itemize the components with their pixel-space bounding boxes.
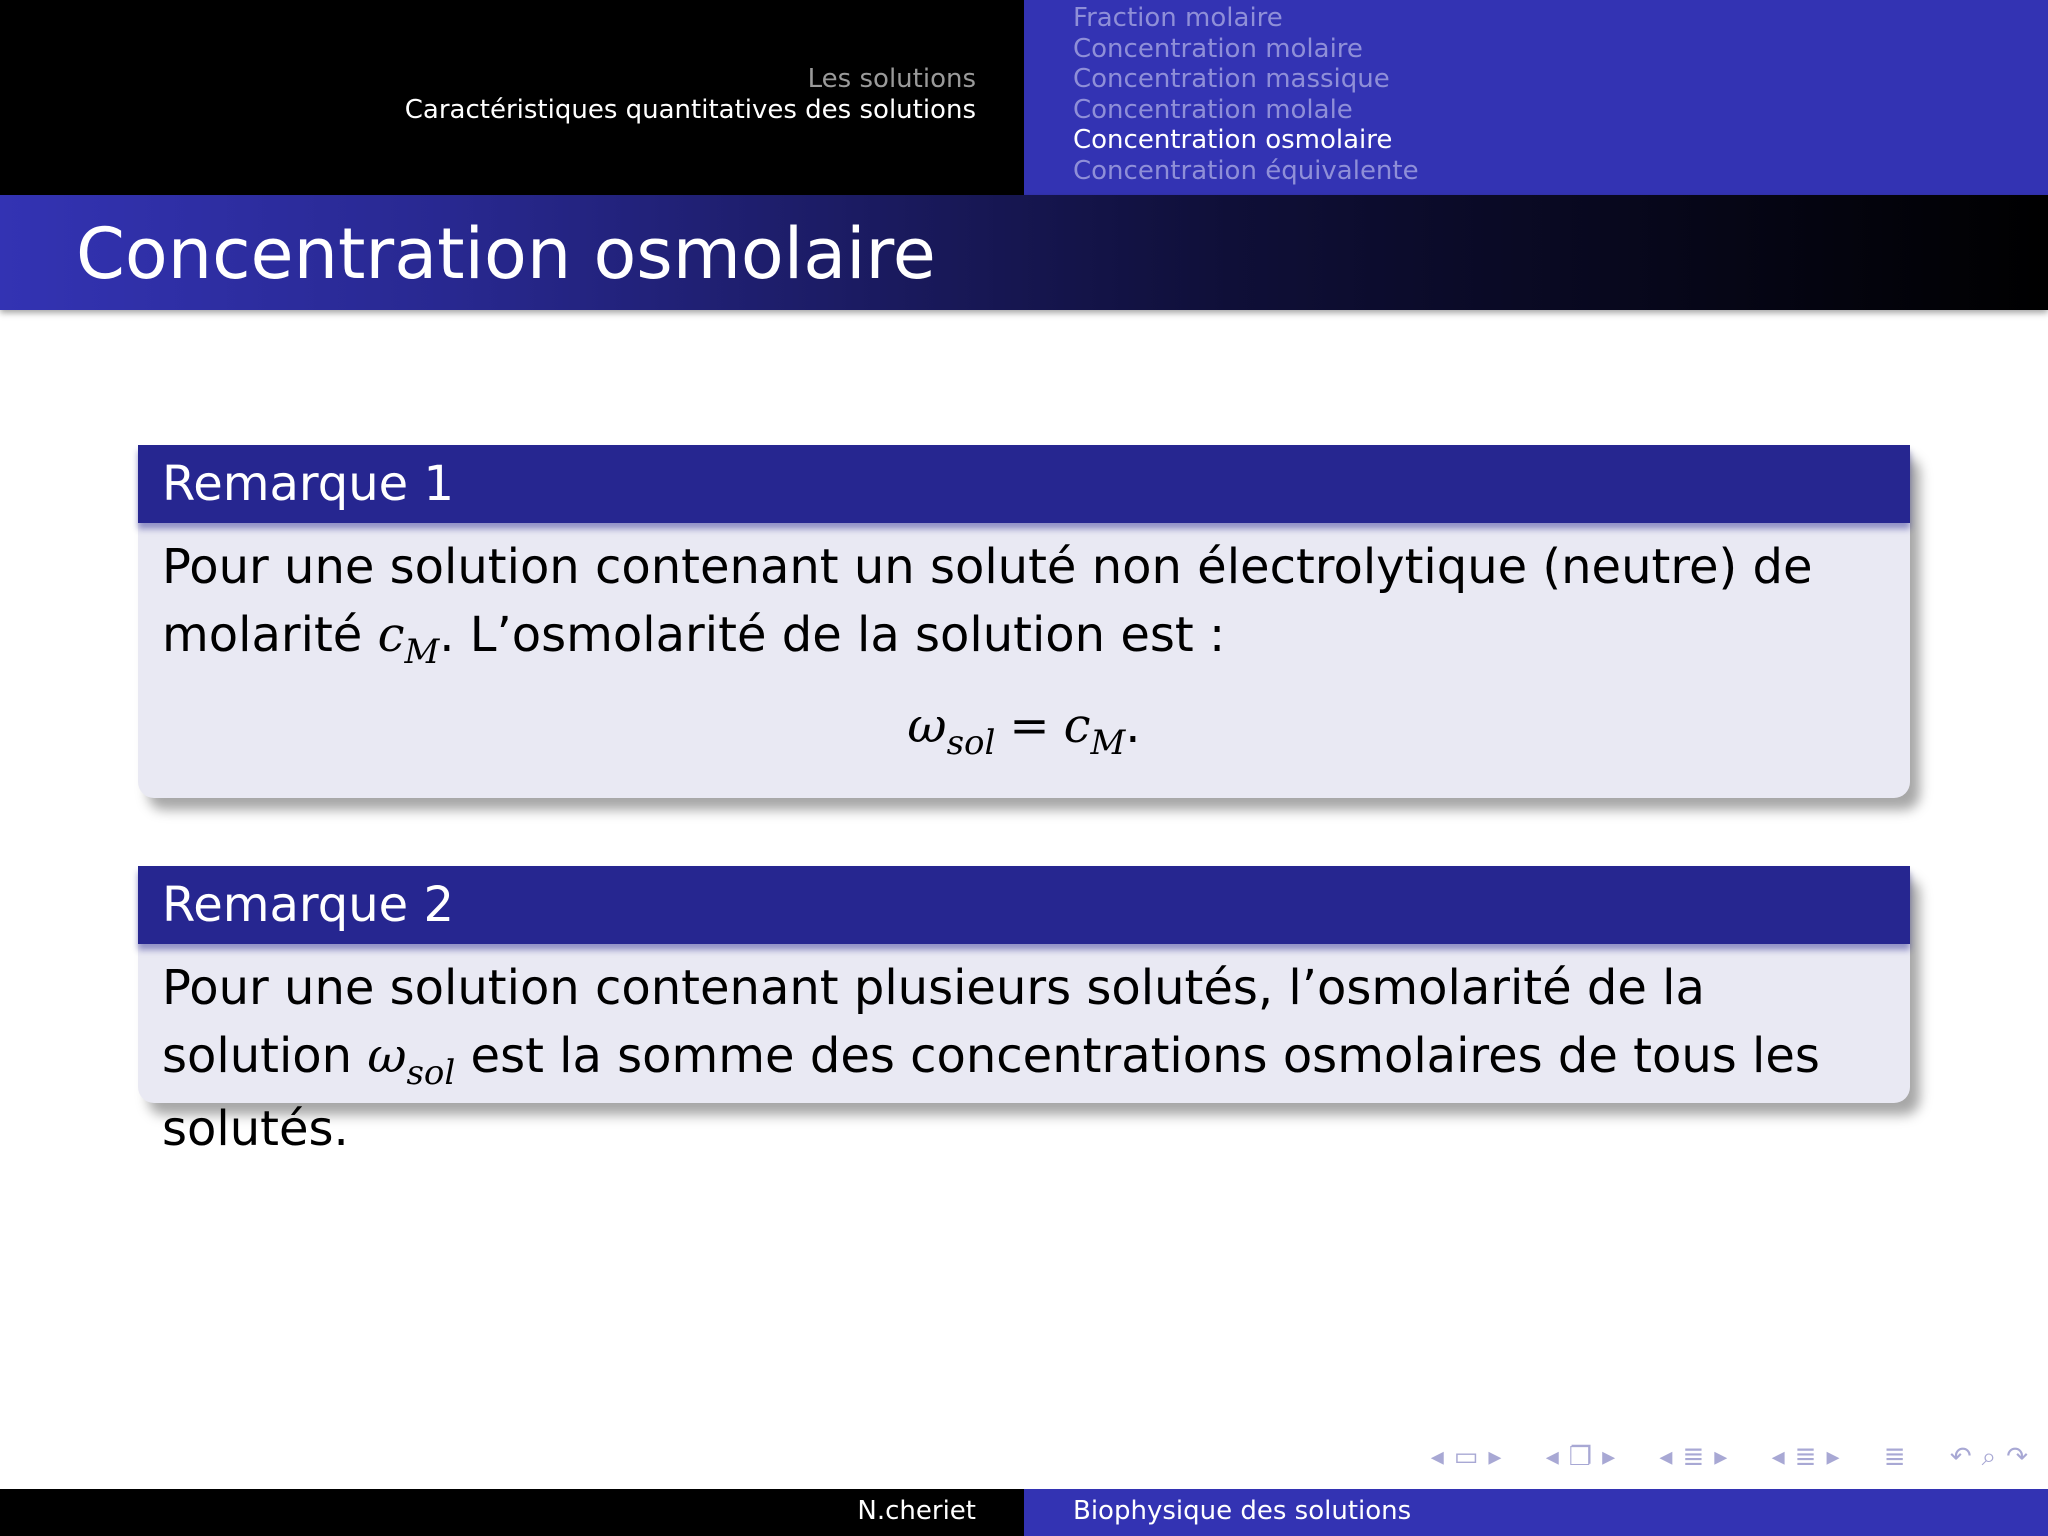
remark-2-text-b: est la somme des concentrations osmolaires de tous les solutés. <box>162 1028 1820 1157</box>
remark-1-body <box>138 523 1910 765</box>
back-icon[interactable]: ↶ <box>1949 1442 1972 1472</box>
subsection-icon[interactable]: ❐ <box>1568 1442 1593 1472</box>
remark-1-text-a: Pour une solution contenant un soluté non électrolytique (neutre) de molarité <box>162 539 1813 663</box>
header-left-panel <box>0 0 1024 195</box>
formula-omega: ω <box>907 698 947 754</box>
subsection-next-icon[interactable]: ▸ <box>1602 1442 1616 1472</box>
osmolarity-formula <box>162 692 1886 765</box>
nav-item-concentration-molale[interactable]: Concentration molale <box>1073 94 1353 125</box>
section-title[interactable]: Les solutions <box>807 64 976 94</box>
search-icon[interactable]: ⌕ <box>1981 1442 1997 1472</box>
formula-end: . <box>1125 698 1141 754</box>
footer-right-panel <box>1024 1489 2048 1536</box>
section-next-icon[interactable]: ▸ <box>1714 1442 1728 1472</box>
nav-item-concentration-equivalente[interactable]: Concentration équivalente <box>1073 155 1419 186</box>
nav-item-concentration-molaire[interactable]: Concentration molaire <box>1073 33 1363 64</box>
formula-c: c <box>1063 698 1091 754</box>
remark-1-title: Remarque 1 <box>138 445 1910 523</box>
remark-block-1 <box>138 445 1910 798</box>
frame-title: Concentration osmolaire <box>76 213 936 295</box>
sub-sol: sol <box>406 1053 456 1093</box>
footer-left-panel <box>0 1489 1024 1536</box>
subsection-prev-icon[interactable]: ◂ <box>1545 1442 1559 1472</box>
remark-1-text-b: . L’osmolarité de la solution est : <box>439 607 1226 663</box>
subsection-nav-list <box>1073 3 1419 186</box>
forward-icon[interactable]: ↷ <box>2006 1442 2028 1472</box>
var-omega: ω <box>367 1028 407 1084</box>
doc-next-icon[interactable]: ▸ <box>1826 1442 1840 1472</box>
slide-next-icon[interactable]: ▸ <box>1488 1442 1502 1472</box>
remark-block-2 <box>138 866 1910 1157</box>
frame-title-bar <box>0 195 2048 310</box>
nav-item-concentration-massique[interactable]: Concentration massique <box>1073 64 1390 94</box>
slide-prev-icon[interactable]: ◂ <box>1430 1442 1444 1472</box>
remark-2-text-a: Pour une solution contenant plusieurs solutés, l’osmolarité de la solution <box>162 960 1705 1084</box>
formula-sub-M: M <box>1090 723 1126 763</box>
formula-equals: = <box>1009 698 1050 754</box>
remark-2-body <box>138 944 1910 1163</box>
section-icon[interactable]: ≣ <box>1682 1442 1705 1472</box>
remark-2-title: Remarque 2 <box>138 866 1910 944</box>
footer-title: Biophysique des solutions <box>1073 1496 1412 1526</box>
navigation-controls <box>1421 1442 2028 1478</box>
toc-icon[interactable]: ≣ <box>1883 1442 1906 1472</box>
doc-prev-icon[interactable]: ◂ <box>1771 1442 1785 1472</box>
footer-author: N.cheriet <box>857 1496 976 1526</box>
sub-M: M <box>404 632 440 672</box>
subsection-title[interactable]: Caractéristiques quantitatives des solutions <box>404 95 976 125</box>
doc-icon[interactable]: ≣ <box>1794 1442 1817 1472</box>
var-c: c <box>377 607 405 663</box>
formula-sub-sol: sol <box>946 723 996 763</box>
nav-item-concentration-osmolaire[interactable]: Concentration osmolaire <box>1073 125 1393 155</box>
frame-icon[interactable]: ▭ <box>1453 1442 1479 1472</box>
section-prev-icon[interactable]: ◂ <box>1659 1442 1673 1472</box>
nav-item-fraction-molaire[interactable]: Fraction molaire <box>1073 3 1283 33</box>
header-right-panel <box>1024 0 2048 195</box>
